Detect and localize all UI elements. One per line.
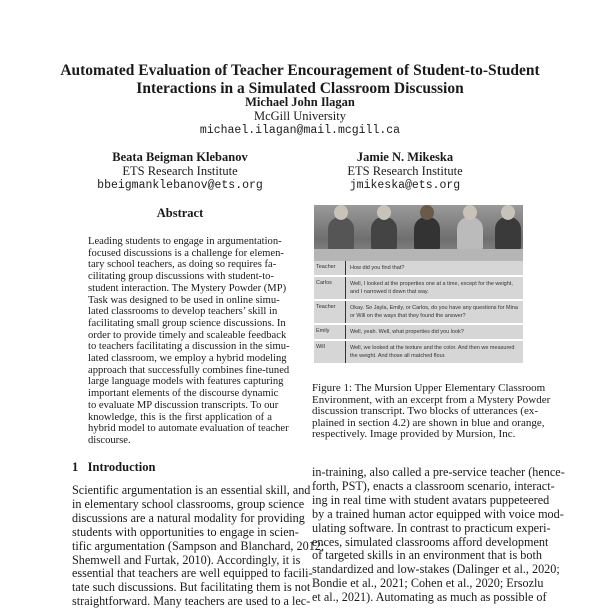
utterance: Okay. So Jayla, Emily, or Carlos, do you have any questions for Mina or Will on the ways that they found the answer?	[350, 305, 518, 319]
figure-caption	[312, 382, 551, 441]
text-line: hybrid model to automate evaluation of teacher	[88, 423, 289, 435]
author-email: bbeigmanklebanov@ets.org	[97, 179, 263, 192]
right-column-body	[312, 465, 565, 605]
text-line: ulating software. In contrast to practicum experi-	[312, 520, 551, 535]
text-line: ing in real time with student avatars puppeteered	[312, 492, 550, 507]
text-line: Bondie et al., 2021; Cohen et al., 2020; Ersozlu	[312, 576, 544, 591]
text-line: cilitating group discussions with student-to-	[88, 271, 274, 283]
text-line: focused discussions is a challenge for elemen-	[88, 247, 284, 259]
intro-body	[72, 483, 325, 609]
text-line: standardized and low-stakes (Dalinger et al., 2020;	[312, 562, 560, 577]
text-line: important elements of the discourse dynamic	[88, 388, 279, 400]
utterance: Well, yeah. Well, what properties did you look?	[350, 329, 464, 335]
text-line: to teachers facilitating a discussion in the simu-	[88, 341, 290, 353]
text-line: tate such discussions. But facilitating them is not	[72, 580, 311, 595]
text-line: in elementary school classrooms, group science	[72, 496, 305, 511]
transcript-row	[314, 301, 523, 325]
speaker: Will	[314, 341, 346, 363]
text-line: lated classroom, we employ a hybrid modeling	[88, 353, 287, 365]
author-affiliation: ETS Research Institute	[122, 164, 238, 178]
utterance: Well, I looked at the properties one at a time, except for the weight, and I narrowed it down that way.	[350, 281, 513, 295]
speaker: Carlos	[314, 277, 346, 299]
text-line: lated classrooms to develop teachers’ skill in	[88, 306, 278, 318]
text-line: student interaction. The Mystery Powder (MP)	[88, 282, 287, 294]
text-line: tific argumentation (Sampson and Blanchard, 2012;	[72, 538, 325, 553]
transcript-row	[314, 277, 523, 301]
abstract-heading: Abstract	[156, 206, 204, 220]
author-affiliation: ETS Research Institute	[347, 164, 463, 178]
text-line: knowledge, this is the first application of a	[88, 411, 272, 423]
transcript-row	[314, 341, 523, 365]
text-line: respectively. Image provided by Mursion, Inc.	[312, 428, 516, 441]
text-line: students with opportunities to engage in scien-	[72, 524, 299, 539]
text-line: Figure 1: The Mursion Upper Elementary Classroom	[312, 382, 546, 394]
speaker: Teacher	[314, 301, 346, 323]
classroom-image	[314, 205, 523, 261]
text-line: essential that teachers are well equipped to facili-	[72, 566, 313, 581]
transcript-row	[314, 325, 523, 341]
text-line: et al., 2021). Automating as much as possible of	[312, 590, 547, 605]
text-line: Shemwell and Furtak, 2010). Accordingly, it is	[72, 552, 301, 567]
text-line: Environment, with an excerpt from a Mystery Powder	[312, 393, 551, 406]
transcript-row	[314, 261, 523, 277]
speaker: Emily	[314, 325, 346, 339]
author-name: Beata Beigman Klebanov	[112, 150, 248, 164]
text-line: of targeted skills in an environment that is both	[312, 548, 542, 563]
text-line: plained in section 4.2) are shown in blue and orange,	[312, 416, 545, 429]
text-line: ences, simulated classrooms afford development	[312, 534, 549, 549]
text-line: Task was designed to be used in online simu-	[88, 294, 280, 306]
author-email: michael.ilagan@mail.mcgill.ca	[199, 124, 401, 137]
text-line: in-training, also called a pre-service teacher (hence-	[312, 465, 565, 479]
abstract-body	[88, 236, 290, 447]
speaker: Teacher	[314, 261, 346, 275]
title-line-1: Automated Evaluation of Teacher Encouragement of Student-to-Student	[60, 62, 540, 79]
title-line-2: Interactions in a Simulated Classroom Discussion	[136, 80, 464, 97]
author-name: Michael John Ilagan	[245, 95, 355, 109]
text-line: approach that successfully combines fine-tuned	[88, 364, 290, 376]
text-line: Leading students to engage in argumentation-	[88, 236, 282, 247]
author-name: Jamie N. Mikeska	[356, 150, 454, 164]
transcript-table	[314, 261, 523, 365]
author-affiliation: McGill University	[253, 109, 346, 123]
section-heading: 1 Introduction	[72, 460, 156, 474]
text-line: discussion transcript. Two blocks of utterances (ex-	[312, 405, 538, 418]
text-line: straightforward. Many teachers are used to a lec-	[72, 594, 311, 609]
utterance: How did you find that?	[350, 265, 405, 271]
text-line: forth, PST), enacts a classroom scenario, interact-	[312, 478, 555, 493]
text-line: discourse.	[88, 434, 131, 446]
text-line: Scientific argumentation is an essential skill, and	[72, 483, 311, 497]
text-line: large language models with features capturing	[88, 376, 284, 388]
text-line: order to provide timely and scaleable feedback	[88, 329, 287, 341]
author-email: jmikeska@ets.org	[349, 179, 461, 192]
text-line: by a trained human actor equipped with voice mod-	[312, 506, 564, 521]
text-line: to evaluate MP discussion transcripts. To our	[88, 399, 279, 411]
text-line: tary school teachers, as doing so requires fa-	[88, 259, 277, 271]
text-line: discussions are a natural modality for providing	[72, 510, 305, 525]
text-line: facilitating small group science discussions. In	[88, 317, 286, 329]
utterance: Well, we looked at the texture and the color. And then we measured the weight. And those all matched flour.	[350, 345, 515, 359]
